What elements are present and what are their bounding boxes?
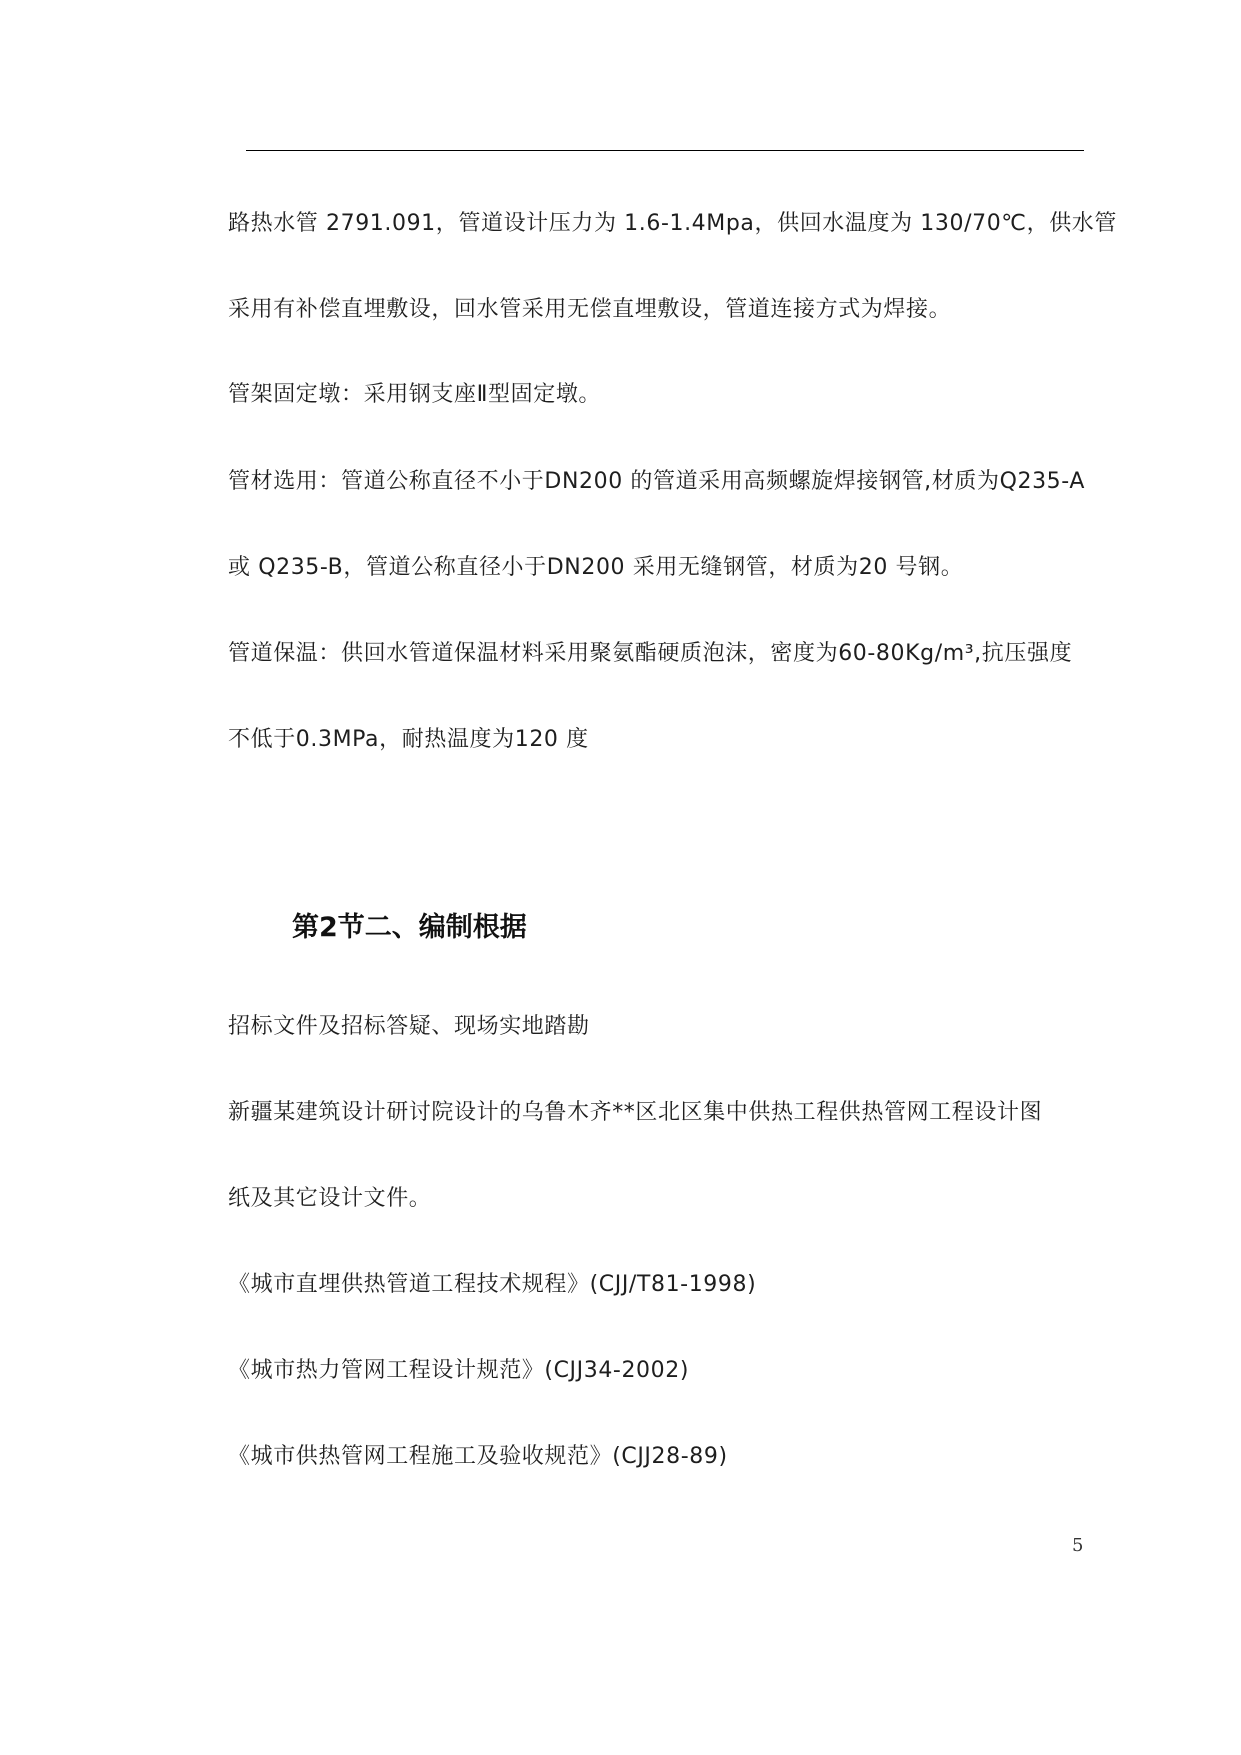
basis-line-3: 纸及其它设计文件。	[228, 1186, 432, 1211]
standard-reference-3: 《城市供热管网工程施工及验收规范》(CJJ28-89)	[228, 1444, 728, 1469]
section-heading: 第2节二、编制根据	[292, 912, 527, 943]
paragraph-line-6: 管道保温：供回水管道保温材料采用聚氨酯硬质泡沫，密度为60-80Kg/m³,抗压强度	[228, 641, 1073, 666]
paragraph-line-2: 采用有补偿直埋敷设，回水管采用无偿直埋敷设，管道连接方式为焊接。	[228, 297, 952, 322]
basis-line-2: 新疆某建筑设计研讨院设计的乌鲁木齐**区北区集中供热工程供热管网工程设计图	[228, 1100, 1043, 1125]
paragraph-line-3: 管架固定墩：采用钢支座Ⅱ型固定墩。	[228, 382, 602, 407]
header-rule	[246, 150, 1084, 151]
basis-line-1: 招标文件及招标答疑、现场实地踏勘	[228, 1014, 590, 1039]
standard-reference-2: 《城市热力管网工程设计规范》(CJJ34-2002)	[228, 1358, 690, 1383]
paragraph-line-4: 管材选用：管道公称直径不小于DN200 的管道采用高频螺旋焊接钢管,材质为Q235-A	[228, 469, 1085, 494]
paragraph-line-7: 不低于0.3MPa，耐热温度为120 度	[228, 727, 589, 752]
page-number: 5	[1072, 1535, 1084, 1556]
paragraph-line-5: 或 Q235-B，管道公称直径小于DN200 采用无缝钢管，材质为20 号钢。	[228, 555, 964, 580]
standard-reference-1: 《城市直埋供热管道工程技术规程》(CJJ/T81-1998)	[228, 1272, 757, 1297]
paragraph-line-1: 路热水管 2791.091，管道设计压力为 1.6-1.4Mpa，供回水温度为 130/70℃，供水管	[228, 211, 1117, 236]
